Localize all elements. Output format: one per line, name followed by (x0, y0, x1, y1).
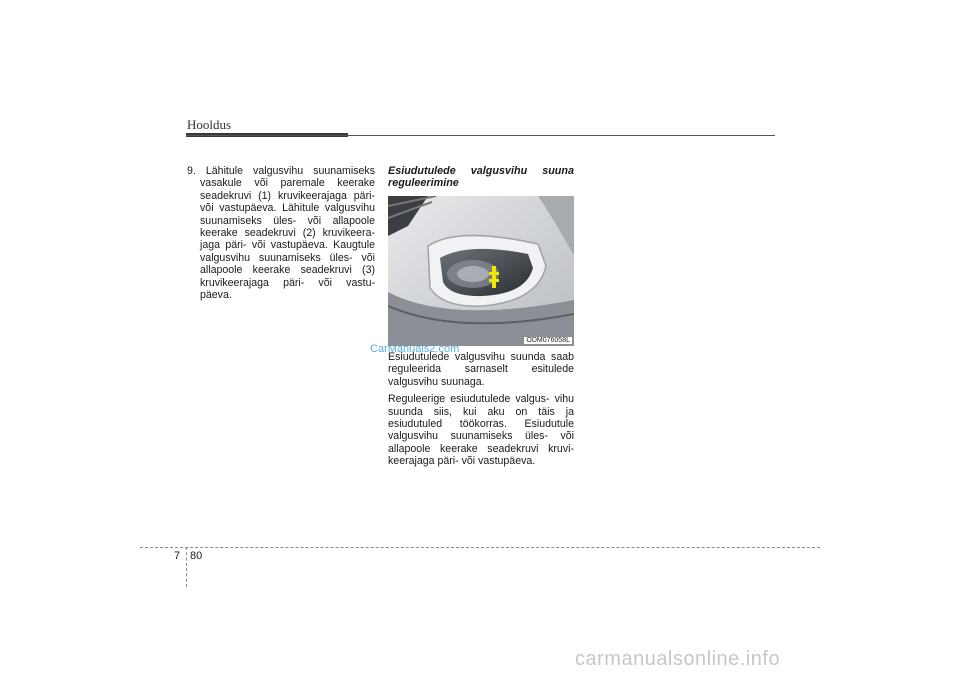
watermark-link[interactable]: CarManuals2.com (370, 343, 460, 355)
section-title: Hooldus (187, 117, 232, 132)
right-column-heading (388, 165, 574, 190)
paragraph-1: Esiudutulede valgusvihu suunda saab reguleerida sarnaselt esitulede valgusvihu suunaga. (388, 351, 574, 388)
footer-divider (186, 547, 187, 587)
page-number: 80 (190, 550, 203, 562)
instruction-item-9: 9. Lähitule valgusvihu suunamiseks vasakule või paremale keerake seadekruvi (1) kruvikeerajaga päri- või vastupäeva. Lähitule valgusvihu suunamiseks üles- või allapoole keerake seadekruvi (2) kruvikeera- jaga päri- või vastupäeva. Kaugtule valgusvihu suunamiseks üles- või allapoole keerake seadekruvi (3) kruvikeerajaga päri- või vastu- päeva. (187, 165, 375, 302)
subheading: Esiudutulede valgusvihu suuna reguleerimine (388, 165, 574, 190)
site-watermark: carmanualsonline.info (575, 648, 781, 670)
footer-rule (140, 547, 820, 548)
right-column-body (388, 351, 574, 473)
fog-lamp-illustration (388, 196, 574, 346)
header-rule (186, 135, 775, 136)
fog-lamp-photo (388, 196, 574, 346)
chapter-number: 7 (174, 550, 181, 562)
figure-code: ODM076058L (526, 337, 570, 344)
left-column (187, 165, 375, 301)
paragraph-2: Reguleerige esiudutulede valgus- vihu suunda siis, kui aku on täis ja esiudutuled töökorras. Esiudutule valgusvihu suunamiseks üles- või allapoole keerake seadekruvi kruvi- keerajaga päri- või vastupäeva. (388, 393, 574, 468)
